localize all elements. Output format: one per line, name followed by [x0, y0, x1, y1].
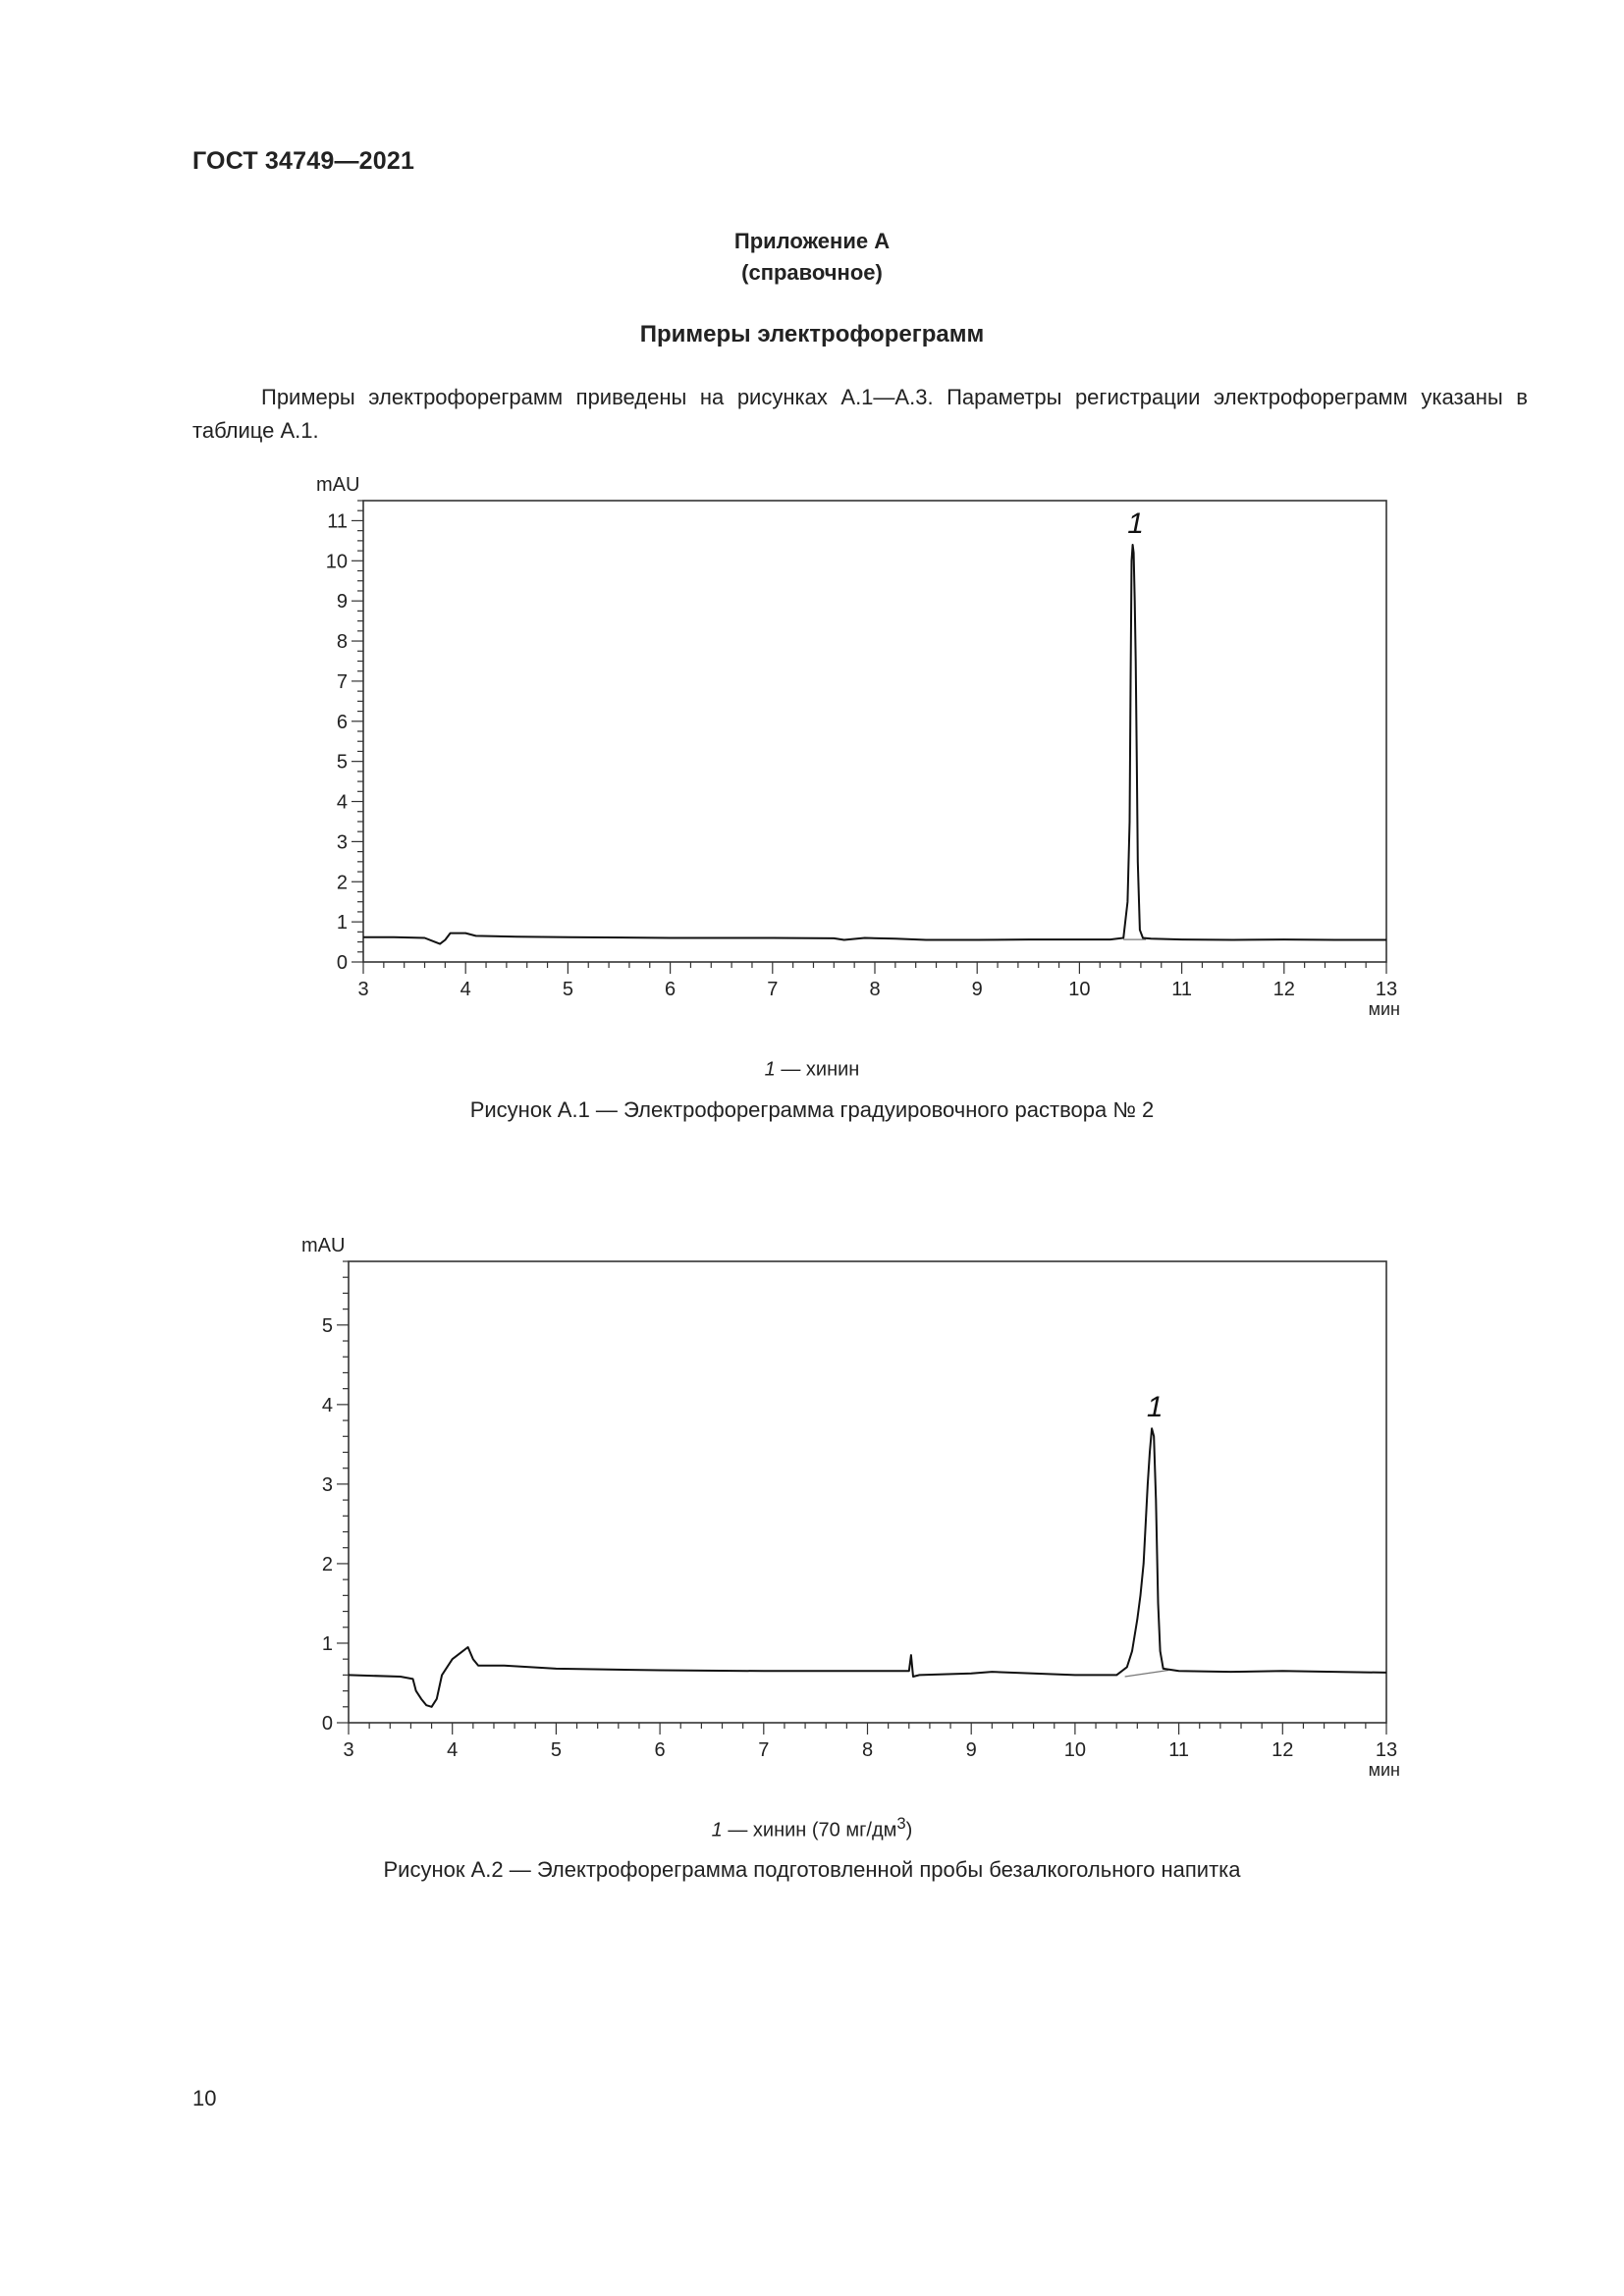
y-tick-label: 5 — [336, 751, 348, 774]
annex-title-line2: (справочное) — [741, 260, 883, 285]
x-tick-label: 13 — [1375, 1739, 1398, 1761]
y-tick-label: 3 — [321, 1473, 333, 1496]
electropherogram-trace — [349, 1428, 1386, 1707]
figure-a1-caption: Рисунок А.1 — Электрофореграмма градуировочного раствора № 2 — [469, 1097, 1155, 1122]
legend-peak-number: 1 — [711, 1819, 723, 1842]
x-tick-label: 10 — [1063, 1739, 1087, 1761]
legend-tail: ) — [905, 1819, 913, 1842]
y-axis-label: mAU — [316, 474, 360, 496]
x-tick-label: 4 — [447, 1739, 459, 1761]
x-tick-label: 8 — [869, 979, 881, 1000]
x-tick-label: 6 — [654, 1739, 666, 1761]
x-tick-label: 3 — [357, 979, 369, 1000]
x-tick-label: 10 — [1068, 979, 1091, 1000]
x-tick-label: 8 — [861, 1739, 874, 1761]
x-axis-label: мин — [1368, 1760, 1400, 1780]
x-tick-label: 12 — [1272, 1739, 1294, 1761]
intro-paragraph: Примеры электрофореграмм приведены на рисунках А.1—А.3. Параметры регистрации электрофореграмм указаны в таблице А.1. — [192, 385, 1528, 443]
y-tick-label: 10 — [325, 551, 348, 573]
x-tick-label: 5 — [562, 979, 573, 1000]
legend-text: — хинин (70 мг/дм — [722, 1819, 897, 1842]
y-tick-label: 8 — [336, 631, 348, 654]
x-tick-label: 12 — [1272, 979, 1295, 1000]
section-title: Примеры электрофореграмм — [639, 321, 985, 347]
x-tick-label: 7 — [758, 1739, 770, 1761]
y-tick-label: 0 — [336, 952, 348, 974]
legend-superscript: 3 — [896, 1814, 906, 1833]
y-tick-label: 11 — [327, 510, 348, 533]
baseline-segment — [1125, 1671, 1168, 1677]
chart-figure-a1 — [295, 461, 1424, 1026]
annex-title-line1: Приложение А — [733, 229, 891, 253]
y-tick-label: 5 — [321, 1314, 333, 1337]
y-tick-label: 1 — [321, 1632, 333, 1655]
x-tick-label: 11 — [1168, 1739, 1189, 1761]
peak-label: 1 — [1127, 507, 1144, 540]
y-tick-label: 2 — [336, 872, 348, 894]
x-tick-label: 6 — [665, 979, 677, 1000]
legend-text: — хинин — [775, 1058, 860, 1081]
plot-frame — [363, 501, 1386, 962]
y-tick-label: 3 — [336, 831, 348, 854]
x-tick-label: 11 — [1171, 979, 1192, 1000]
y-tick-label: 4 — [321, 1394, 333, 1416]
x-axis-label: мин — [1368, 999, 1400, 1019]
peak-label: 1 — [1146, 1391, 1164, 1424]
y-tick-label: 9 — [336, 591, 348, 614]
chart-figure-a2 — [295, 1222, 1424, 1791]
document-id: ГОСТ 34749—2021 — [192, 147, 415, 175]
x-tick-label: 4 — [460, 979, 471, 1000]
plot-frame — [349, 1261, 1386, 1723]
x-tick-label: 9 — [965, 1739, 977, 1761]
x-tick-label: 9 — [971, 979, 983, 1000]
annex-title — [0, 226, 1624, 289]
x-tick-label: 13 — [1375, 979, 1398, 1000]
legend-peak-number: 1 — [764, 1058, 776, 1081]
y-tick-label: 4 — [336, 791, 348, 814]
x-tick-label: 7 — [767, 979, 779, 1000]
y-axis-label: mAU — [301, 1235, 346, 1256]
y-tick-label: 0 — [321, 1713, 333, 1735]
x-tick-label: 3 — [343, 1739, 354, 1761]
y-tick-label: 1 — [336, 912, 348, 934]
page-number: 10 — [192, 2086, 217, 2110]
y-tick-label: 6 — [336, 711, 348, 733]
figure-a2-caption: Рисунок А.2 — Электрофореграмма подготовленной пробы безалкогольного напитка — [383, 1857, 1241, 1882]
y-tick-label: 2 — [321, 1553, 333, 1575]
figure-a2-legend — [0, 1814, 1624, 1842]
x-tick-label: 5 — [550, 1739, 562, 1761]
electropherogram-trace — [363, 545, 1386, 944]
y-tick-label: 7 — [336, 670, 348, 693]
figure-a1-legend — [0, 1053, 1624, 1082]
